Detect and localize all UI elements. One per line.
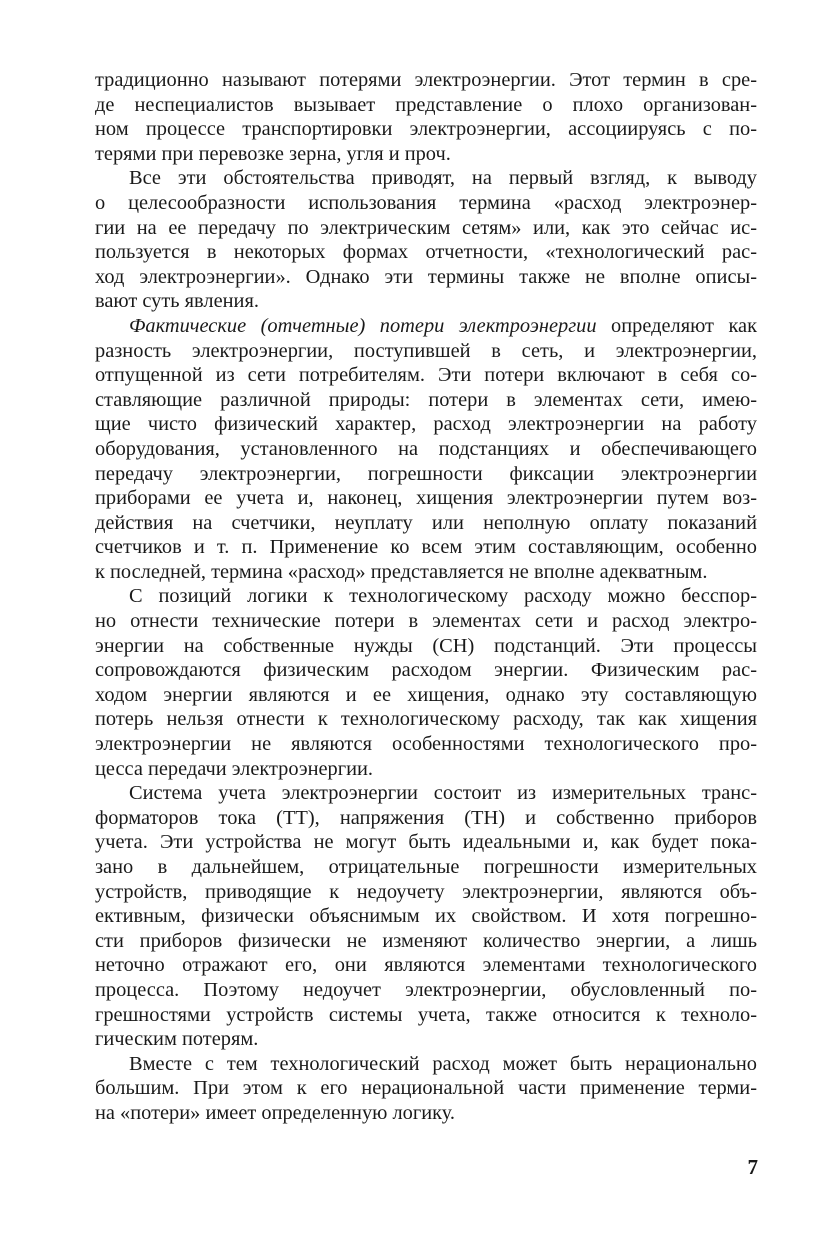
text-line: большим. При этом к его нерациональной части применение терми- (95, 1077, 757, 1100)
text-line: сти приборов физически не изменяют количество энергии, а лишь (95, 929, 757, 952)
text-line (95, 314, 757, 339)
paragraph (95, 166, 757, 314)
text-line: ставляющие различной природы: потери в элементах сети, имею- (95, 388, 757, 411)
text-line: устройств, приводящие к недоучету электроэнергии, являются объ- (95, 880, 757, 903)
text-line: учета. Эти устройства не могут быть идеальными и, как будет пока- (95, 831, 757, 854)
text-line: энергии на собственные нужды (СН) подстанций. Эти процессы (95, 634, 757, 657)
italic-term: Фактические (отчетные) потери электроэнергии (129, 314, 597, 337)
paragraph (95, 314, 757, 585)
text-line: пользуется в некоторых формах отчетности, «технологический рас- (95, 241, 757, 264)
text-line: Вместе с тем технологический расход может быть нерационально (129, 1052, 757, 1075)
paragraph (95, 781, 757, 1052)
text-line: оборудования, установленного на подстанциях и обеспечивающего (95, 437, 757, 460)
text-line: приборами ее учета и, наконец, хищения электроэнергии путем воз- (95, 487, 757, 510)
paragraph (95, 1052, 757, 1126)
text-line: щие чисто физический характер, расход электроэнергии на работу (95, 413, 757, 436)
text-line: неточно отражают его, они являются элементами технологического (95, 954, 757, 977)
page-number: 7 (747, 1155, 758, 1179)
text-line: к последней, термина «расход» представляется не вполне адекватным. (95, 560, 708, 583)
text-line: гическим потерям. (95, 1028, 259, 1051)
text-line: грешностями устройств системы учета, также относится к техноло- (95, 1003, 757, 1026)
text-line: гии на ее передачу по электрическим сетям» или, как это сейчас ис- (95, 216, 757, 239)
text-line: форматоров тока (ТТ), напряжения (ТН) и собственно приборов (95, 806, 757, 829)
text-line: ход электроэнергии». Однако эти термины также не вполне описы- (95, 265, 757, 288)
text-line: Все эти обстоятельства приводят, на первый взгляд, к выводу (129, 167, 757, 190)
page-body (95, 68, 757, 1126)
paragraph (95, 584, 757, 781)
text-line: Система учета электроэнергии состоит из измерительных транс- (129, 782, 757, 805)
text-line: но отнести технические потери в элементах сети и расход электро- (95, 610, 757, 633)
text-line: разность электроэнергии, поступившей в сеть, и электроэнергии, (95, 339, 757, 362)
text-line: ективным, физически объяснимым их свойством. И хотя погрешно- (95, 905, 757, 928)
text-line: ном процессе транспортировки электроэнергии, ассоциируясь с по- (95, 118, 757, 141)
text-run: определяют как (596, 314, 757, 337)
text-line: на «потери» имеет определенную логику. (95, 1101, 455, 1124)
text-line: потерь нельзя отнести к технологическому расходу, так как хищения (95, 708, 757, 731)
paragraph (95, 68, 757, 166)
text-line: де неспециалистов вызывает представление о плохо организован- (95, 93, 757, 116)
text-line: процесса. Поэтому недоучет электроэнергии, обусловленный по- (95, 978, 757, 1001)
text-line: счетчиков и т. п. Применение ко всем этим составляющим, особенно (95, 536, 757, 559)
text-line: зано в дальнейшем, отрицательные погрешности измерительных (95, 856, 757, 878)
text-line: отпущенной из сети потребителям. Эти потери включают в себя со- (95, 364, 757, 387)
text-line: передачу электроэнергии, погрешности фиксации электроэнергии (95, 462, 757, 485)
text-line: ходом энергии являются и ее хищения, однако эту составляющую (95, 683, 757, 706)
text-line: вают суть явления. (95, 290, 259, 313)
text-line: С позиций логики к технологическому расходу можно бесспор- (129, 585, 757, 608)
text-line: традиционно называют потерями электроэнергии. Этот термин в сре- (95, 69, 757, 91)
text-line: цесса передачи электроэнергии. (95, 757, 374, 780)
text-line: терями при перевозке зерна, угля и проч. (95, 142, 451, 165)
text-line: о целесообразности использования термина «расход электроэнер- (95, 191, 757, 214)
text-line: действия на счетчики, неуплату или неполную оплату показаний (95, 511, 757, 534)
text-line: электроэнергии не являются особенностями технологического про- (95, 733, 757, 756)
text-line: сопровождаются физическим расходом энергии. Физическим рас- (95, 659, 757, 682)
